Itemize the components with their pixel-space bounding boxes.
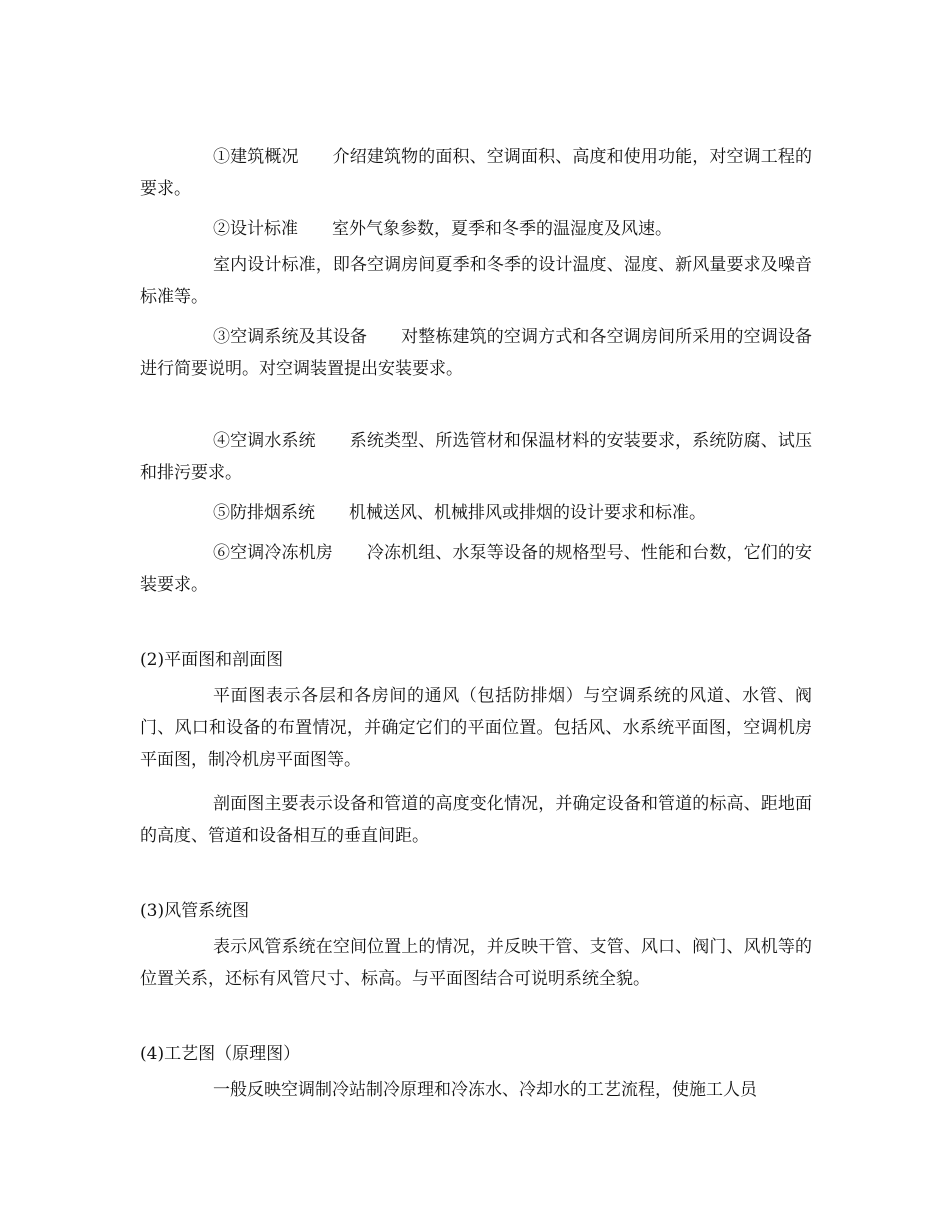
item-ac-water-system	[140, 425, 812, 489]
section-heading-process-diagram: (4)工艺图（原理图）	[140, 1044, 301, 1064]
paragraph-duct-system: 表示风管系统在空间位置上的情况，并反映干管、支管、风口、阀门、风机等的位置关系，还标有风管尺寸、标高。与平面图结合可说明系统全貌。	[140, 937, 812, 989]
item-smoke-exhaust-system	[140, 497, 812, 529]
item-description: 系统类型、所选管材和保温材料的安装要求，系统防腐、试压和排污要求。	[140, 431, 812, 483]
item-description: 介绍建筑物的面积、空调面积、高度和使用功能，对空调工程的要求。	[140, 147, 812, 199]
item-chiller-room	[140, 537, 812, 601]
document-page	[140, 0, 812, 1230]
item-description: 室外气象参数，夏季和冬季的温湿度及风速。	[332, 219, 672, 239]
item-description: 室内设计标准，即各空调房间夏季和冬季的设计温度、湿度、新风量要求及噪音标准等。	[140, 255, 812, 307]
item-ac-system-equipment	[140, 321, 812, 385]
section-heading-duct-system: (3)风管系统图	[140, 901, 250, 921]
item-term: ④空调水系统	[213, 431, 316, 451]
item-term: ②设计标准	[213, 219, 298, 239]
paragraph-plan-drawing: 平面图表示各层和各房间的通风（包括防排烟）与空调系统的风道、水管、阀门、风口和设备的布置情况，并确定它们的平面位置。包括风、水系统平面图，空调机房平面图，制冷机房平面图等。	[140, 686, 812, 770]
item-description: 冷冻机组、水泵等设备的规格型号、性能和台数，它们的安装要求。	[140, 543, 812, 595]
paragraph-process-diagram: 一般反映空调制冷站制冷原理和冷冻水、冷却水的工艺流程，使施工人员	[213, 1080, 757, 1100]
item-description: 机械送风、机械排风或排烟的设计要求和标准。	[349, 503, 706, 523]
item-design-standard	[140, 213, 812, 245]
paragraph-section-drawing: 剖面图主要表示设备和管道的高度变化情况，并确定设备和管道的标高、距地面的高度、管道和设备相互的垂直间距。	[140, 794, 812, 846]
item-term: ①建筑概况	[213, 147, 299, 167]
item-term: ⑤防排烟系统	[213, 503, 315, 523]
item-term: ⑥空调冷冻机房	[213, 543, 333, 563]
item-building-overview	[140, 141, 812, 205]
item-description: 对整栋建筑的空调方式和各空调房间所采用的空调设备进行简要说明。对空调装置提出安装要求。	[140, 327, 812, 379]
item-term: ③空调系统及其设备	[213, 327, 368, 347]
section-heading-plan-section: (2)平面图和剖面图	[140, 650, 284, 670]
item-indoor-design-standard	[140, 249, 812, 313]
